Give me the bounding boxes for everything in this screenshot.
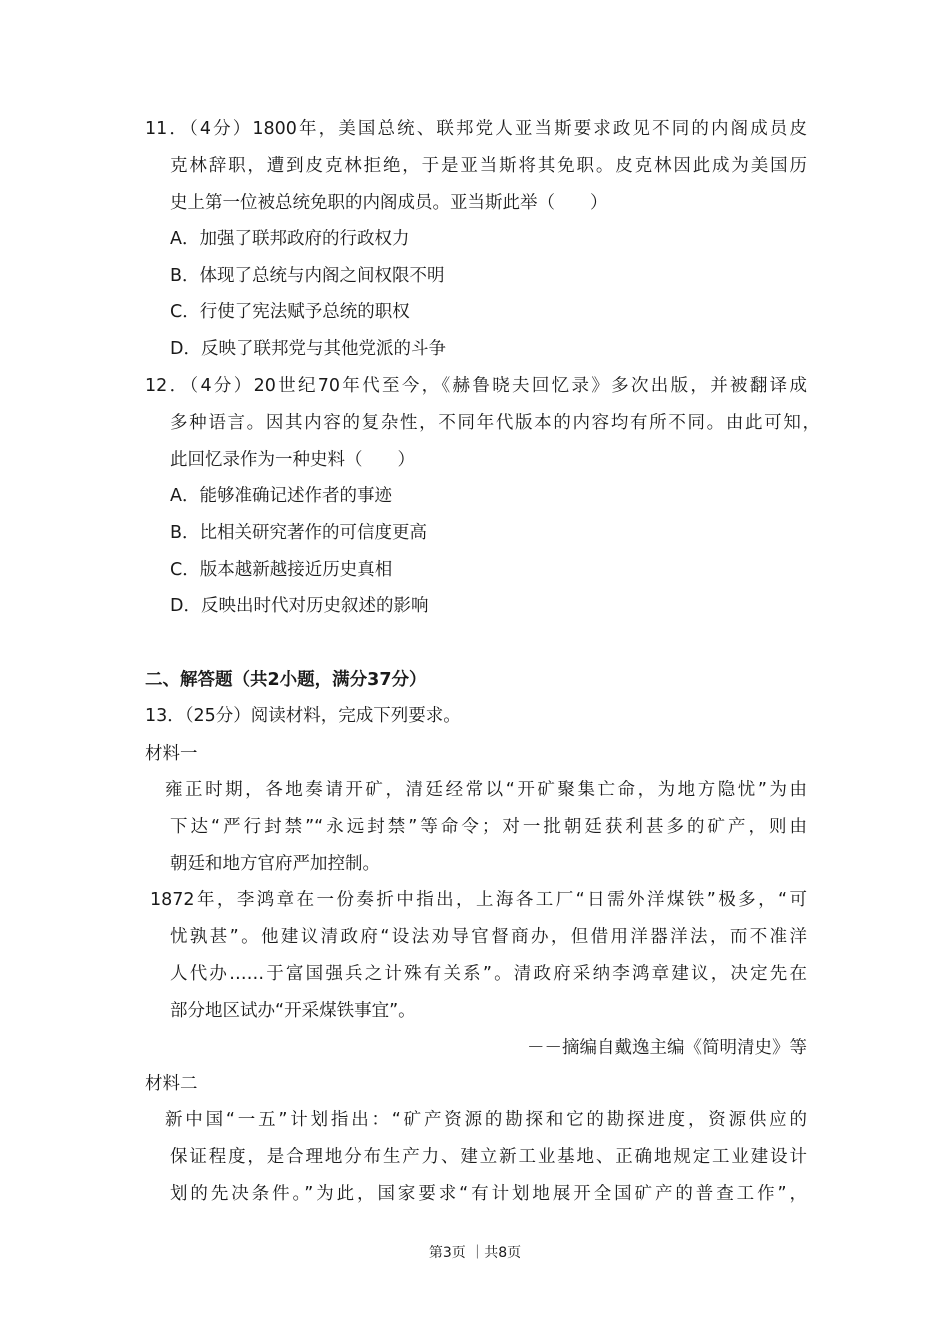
q12-option-b: B．比相关研究著作的可信度更高 — [170, 523, 428, 543]
q13-intro: 13．（25分）阅读材料，完成下列要求。 — [145, 706, 461, 726]
q11-option-c: C．行使了宪法赋予总统的职权 — [170, 302, 410, 322]
material-1-para-1-line-2: 下达“严行封禁”“永远封禁”等命令；对一批朝廷获利甚多的矿产，则由 — [170, 817, 807, 837]
q12-stem-line-1: 12．（4分）20世纪70年代至今，《赫鲁晓夫回忆录》多次出版，并被翻译成 — [145, 376, 807, 396]
material-1-para-2-line-2: 忧孰甚”。他建议清政府“设法劝导官督商办，但借用洋器洋法，而不准洋 — [170, 927, 807, 947]
q11-stem-line-1: 11．（4分）1800年，美国总统、联邦党人亚当斯要求政见不同的内阁成员皮 — [145, 119, 807, 139]
q12-stem-line-2: 多种语言。因其内容的复杂性，不同年代版本的内容均有所不同。由此可知， — [170, 413, 820, 433]
q12-option-a: A．能够准确记述作者的事迹 — [170, 486, 392, 506]
q12-option-d: D．反映出时代对历史叙述的影响 — [170, 596, 429, 616]
page-footer: 第3页 ｜共8页 — [428, 1245, 522, 1261]
material-1-para-2-line-1: 1872年，李鸿章在一份奏折中指出，上海各工厂“日需外洋煤铁”极多，“可 — [150, 890, 807, 910]
material-1-para-2-line-4: 部分地区试办“开采煤铁事宜”。 — [170, 1001, 416, 1021]
material-1-source: －－摘编自戴逸主编《简明清史》等 — [527, 1038, 807, 1058]
material-2-line-2: 保证程度，是合理地分布生产力、建立新工业基地、正确地规定工业建设计 — [170, 1147, 807, 1167]
section-heading: 二、解答题（共2小题，满分37分） — [145, 670, 427, 690]
q12-option-c: C．版本越新越接近历史真相 — [170, 560, 393, 580]
q11-option-b: B．体现了总统与内阁之间权限不明 — [170, 266, 445, 286]
material-1-para-1-line-3: 朝廷和地方官府严加控制。 — [170, 854, 380, 874]
material-2-label: 材料二 — [145, 1074, 198, 1094]
material-2-line-1: 新中国“一五”计划指出：“矿产资源的勘探和它的勘探进度，资源供应的 — [165, 1110, 807, 1130]
q12-stem-line-3: 此回忆录作为一种史料（ ） — [170, 450, 415, 470]
q11-stem-line-2: 克林辞职，遭到皮克林拒绝，于是亚当斯将其免职。皮克林因此成为美国历 — [170, 156, 807, 176]
material-2-line-3: 划的先决条件。”为此，国家要求“有计划地展开全国矿产的普查工作”， — [170, 1184, 807, 1204]
q11-stem-line-3: 史上第一位被总统免职的内阁成员。亚当斯此举（ ） — [170, 193, 608, 213]
q11-option-a: A．加强了联邦政府的行政权力 — [170, 229, 410, 249]
material-1-para-2-line-3: 人代办……于富国强兵之计殊有关系”。清政府采纳李鸿章建议，决定先在 — [170, 964, 807, 984]
material-1-label: 材料一 — [145, 744, 198, 764]
q11-option-d: D．反映了联邦党与其他党派的斗争 — [170, 339, 446, 359]
material-1-para-1-line-1: 雍正时期，各地奏请开矿，清廷经常以“开矿聚集亡命，为地方隐忧”为由 — [165, 780, 807, 800]
